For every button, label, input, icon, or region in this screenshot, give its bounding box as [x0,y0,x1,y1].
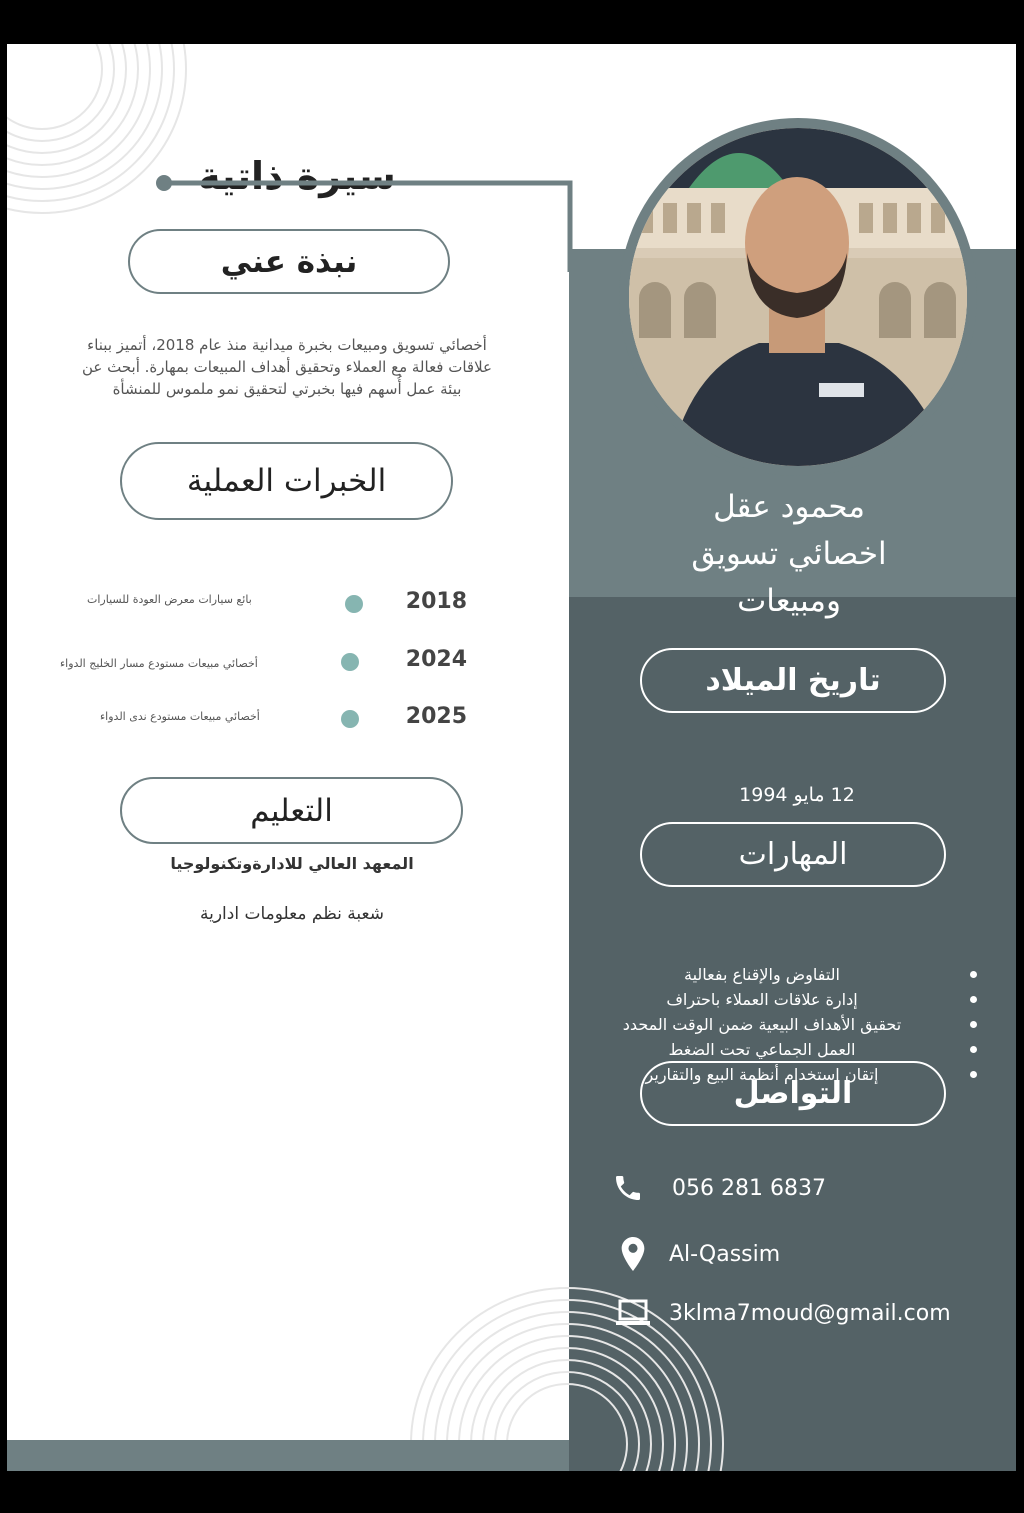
contact-location: Al-Qassim [615,1236,780,1272]
timeline-dot [341,653,359,671]
bullet-icon [970,971,977,978]
bullet-icon [970,1071,977,1078]
bullet-icon [970,1046,977,1053]
bullet-icon [970,1021,977,1028]
timeline-dot [341,710,359,728]
timeline-dot [345,595,363,613]
about-text: أخصائي تسويق ومبيعات بخبرة ميدانية منذ عام 2018، أتميز ببناء علاقات فعالة مع العملاء وتحقيق أهداف المبيعات بمهارة. أبحث عن بيئة عمل أُسهم فيها بخبرتي لتحقيق نمو ملموس للمنشأة [81,336,493,398]
skill-item: إدارة علاقات العملاء باحتراف [597,987,1002,1012]
experience-item: 2024 أخصائي مبيعات مستودع مسار الخليج الدواء [60,647,467,672]
contact-email[interactable]: 3klma7moud@gmail.com [615,1295,951,1331]
skill-item: التفاوض والإقناع بفعالية [597,962,1002,987]
profile-name-title [649,484,929,625]
resume-page [7,44,1016,1471]
skill-item: تحقيق الأهداف البيعية ضمن الوقت المحدد [597,1012,1002,1037]
skill-item: إتقان استخدام أنظمة البيع والتقارير [597,1062,1002,1087]
profile-title-line2: ومبيعات [737,583,841,619]
education-heading: التعليم [120,777,463,844]
phone-icon [610,1170,646,1206]
profile-name: محمود عقل [713,489,865,525]
page-title: سيرة ذاتية [198,154,396,198]
location-pin-icon [615,1236,651,1272]
birthdate-value: 12 مايو 1994 [739,784,855,806]
bottom-bar [7,1440,569,1471]
experience-item: 2018 بائع سيارات معرض العودة للسيارات [87,589,467,614]
contact-phone[interactable]: 056 281 6837 [610,1170,826,1206]
education-major: شعبة نظم معلومات ادارية [200,904,384,924]
profile-photo [629,128,967,466]
birthdate-heading: تاريخ الميلاد [640,648,946,713]
bullet-icon [970,996,977,1003]
skills-heading: المهارات [640,822,946,887]
experience-heading: الخبرات العملية [120,442,453,520]
contact-heading: التواصل [640,1061,946,1126]
experience-item: 2025 أخصائي مبيعات مستودع ندى الدواء [100,704,467,729]
profile-photo-frame [619,118,977,476]
about-heading: نبذة عني [128,229,450,294]
profile-title-line1: اخصائي تسويق [691,536,887,572]
laptop-icon [615,1295,651,1331]
education-institute: المعهد العالي للادارةوتكنولوجيا [170,854,414,873]
skill-item: العمل الجماعي تحت الضغط [597,1037,1002,1062]
